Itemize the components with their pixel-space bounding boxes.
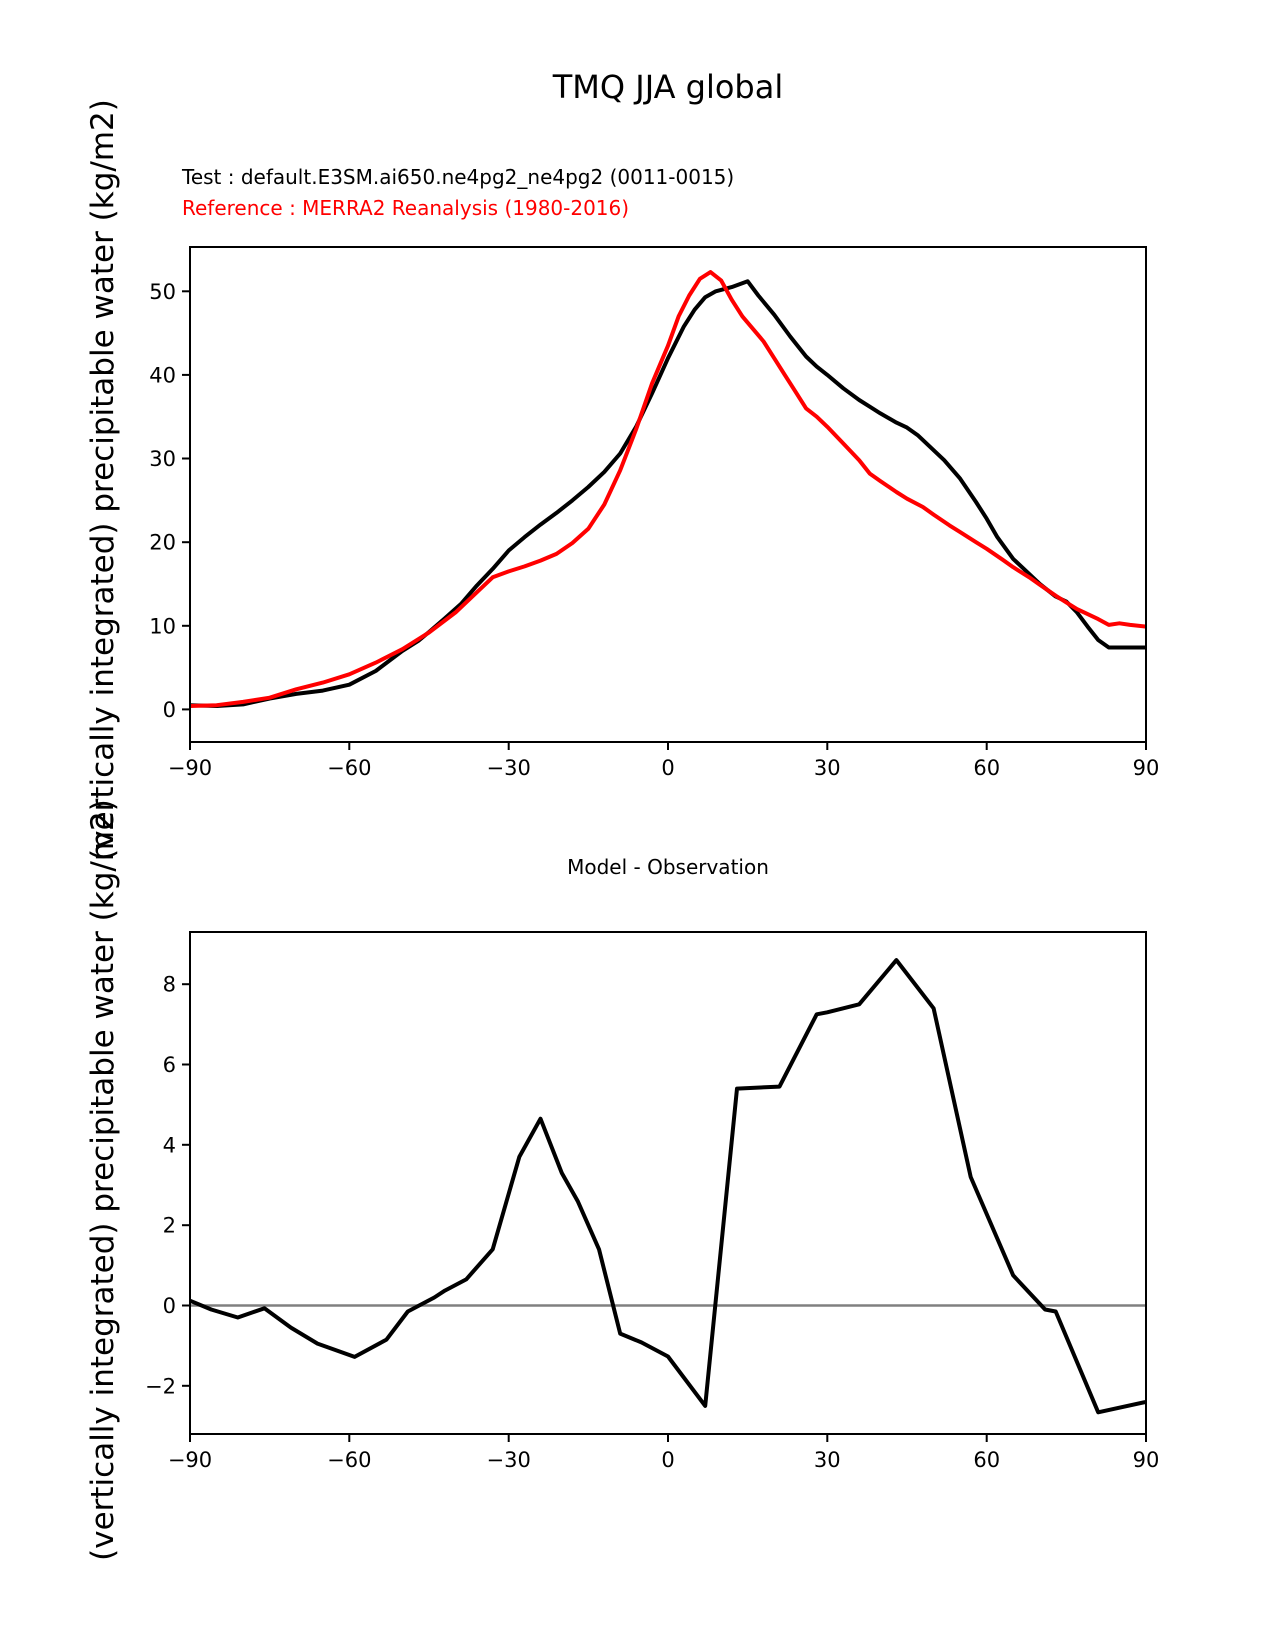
bottom-x-tick-label: 30 bbox=[813, 1448, 841, 1472]
top-x-tick-label: 0 bbox=[661, 756, 675, 780]
bottom-x-tick-label: −60 bbox=[327, 1448, 372, 1472]
top-x-tick-label: −60 bbox=[327, 756, 372, 780]
bottom-x-tick-label: 60 bbox=[973, 1448, 1001, 1472]
bottom-y-tick-label: 0 bbox=[162, 1294, 176, 1318]
top-y-tick-label: 30 bbox=[149, 447, 176, 471]
top-x-tick-label: −90 bbox=[167, 756, 213, 780]
top-axes-frame bbox=[190, 247, 1146, 742]
top-y-tick-label: 10 bbox=[149, 614, 176, 639]
figure-title: TMQ JJA global bbox=[552, 68, 784, 106]
bottom-panel-title: Model - Observation bbox=[567, 855, 769, 879]
bottom-y-tick-label: 4 bbox=[162, 1133, 176, 1158]
bottom-x-tick-label: 90 bbox=[1132, 1448, 1160, 1472]
bottom-y-tick-label: −2 bbox=[145, 1374, 176, 1399]
test-run-label: Test : default.E3SM.ai650.ne4pg2_ne4pg2 (0011-0015) bbox=[182, 165, 735, 189]
difference-curve bbox=[190, 960, 1146, 1412]
bottom-y-tick-label: 8 bbox=[162, 972, 176, 997]
reference-curve bbox=[190, 272, 1146, 706]
top-y-tick-label: 20 bbox=[149, 530, 176, 555]
top-x-tick-label: 90 bbox=[1132, 756, 1160, 780]
bottom-y-tick-label: 6 bbox=[162, 1053, 176, 1077]
top-y-tick-label: 0 bbox=[162, 697, 176, 722]
top-x-tick-label: 60 bbox=[973, 756, 1001, 780]
top-y-axis-label: (vertically integrated) precipitable water (kg/m2) bbox=[85, 99, 121, 861]
top-y-tick-label: 40 bbox=[149, 363, 176, 388]
top-y-tick-label: 50 bbox=[149, 279, 176, 304]
bottom-x-tick-label: −30 bbox=[486, 1448, 531, 1472]
bottom-y-tick-label: 2 bbox=[162, 1213, 176, 1238]
reference-run-label: Reference : MERRA2 Reanalysis (1980-2016) bbox=[182, 196, 630, 220]
top-x-tick-label: 30 bbox=[813, 756, 841, 780]
bottom-x-tick-label: −90 bbox=[167, 1448, 213, 1472]
bottom-y-axis-label: (vertically integrated) precipitable water (kg/m2) bbox=[85, 799, 121, 1561]
bottom-x-tick-label: 0 bbox=[661, 1448, 675, 1472]
top-x-tick-label: −30 bbox=[486, 756, 531, 780]
